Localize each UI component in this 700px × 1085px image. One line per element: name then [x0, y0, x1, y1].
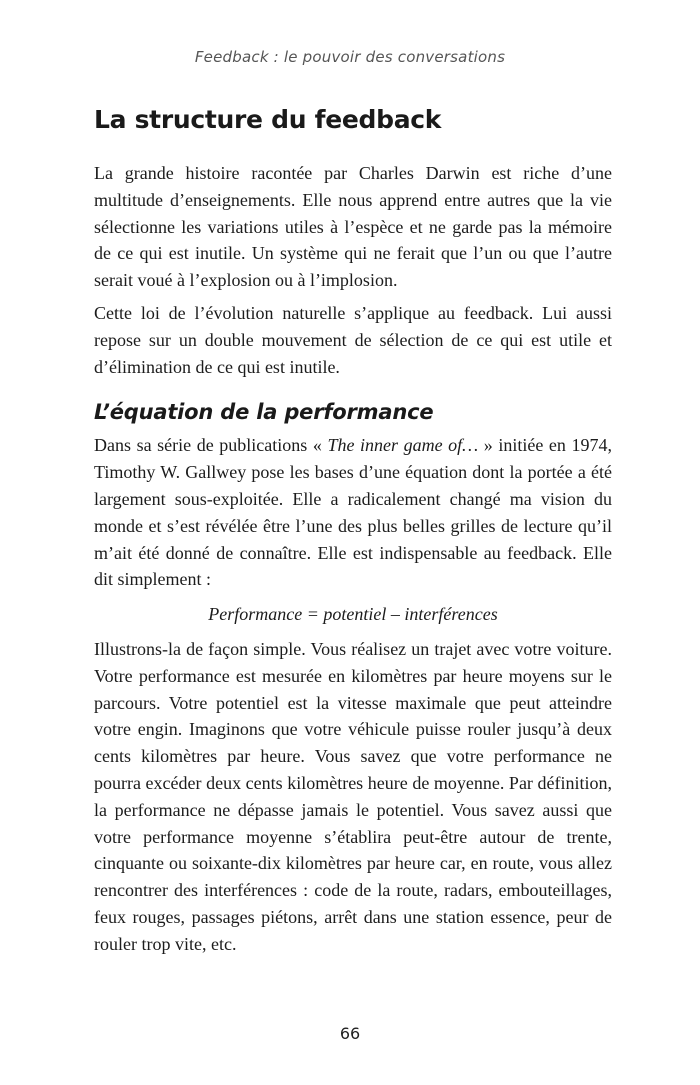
- paragraph-evolution-law: Cette loi de l’évolution naturelle s’applique au feedback. Lui aussi repose sur un double mouvement de sélection de ce qui est utile et d’élimination de ce qui est inutile.: [94, 302, 612, 377]
- page-number: 66: [339, 1024, 361, 1043]
- paragraph-darwin: La grande histoire racontée par Charles Darwin est riche d’une multitude d’enseignements. Elle nous apprend entre autres que la vie sélectionne les variations utiles à l’espèce et ne garde pas la mémoire de ce qui est inutile. Un système qui ne ferait que l’un ou que l’autre serait voué à l’explosion ou à l’implosion.: [94, 163, 612, 291]
- subsection-title: L’équation de la performance: [94, 400, 434, 425]
- gallwey-intro-rest: » initiée en 1974, Timothy W. Gallwey pose les bases d’une équation dont la portée a été largement sous-exploitée. Elle a radicalement changé ma vision du monde et s’est révélée être l’une des plus belles grilles de lecture qu’il m’ait été donné de connaître. Elle est indispensable au feedback. Elle dit simplement :: [94, 435, 612, 590]
- paragraph-gallwey: [94, 432, 612, 593]
- running-header: Feedback : le pouvoir des conversations: [194, 48, 506, 66]
- page-body: [94, 104, 612, 964]
- paragraph-illustration: Illustrons-la de façon simple. Vous réalisez un trajet avec votre voiture. Votre performance est mesurée en kilomètres par heure moyens sur le parcours. Votre potentiel est la vitesse maximale que peut atteindre votre engin. Imaginons que votre véhicule puisse rouler jusqu’à deux cents kilomètres par heure. Vous savez que votre performance ne pourra excéder deux cents kilomètres heure de moyenne. Par définition, la performance ne dépasse jamais le potentiel. Vous savez aussi que votre performance moyenne s’établira peut-être autour de trente, cinquante ou soixante-dix kilomètres par heure car, en route, vous allez rencontrer des interférences : code de la route, radars, embouteillages, feux rouges, passages piétons, arrêt dans une station essence, peur de rouler trop vite, etc.: [94, 638, 612, 954]
- performance-equation: Performance = potentiel – interférences: [208, 604, 498, 625]
- gallwey-intro-start: Dans sa série de publications «: [94, 435, 328, 456]
- section-title: La structure du feedback: [94, 105, 442, 134]
- book-series-title: The inner game of…: [327, 435, 479, 456]
